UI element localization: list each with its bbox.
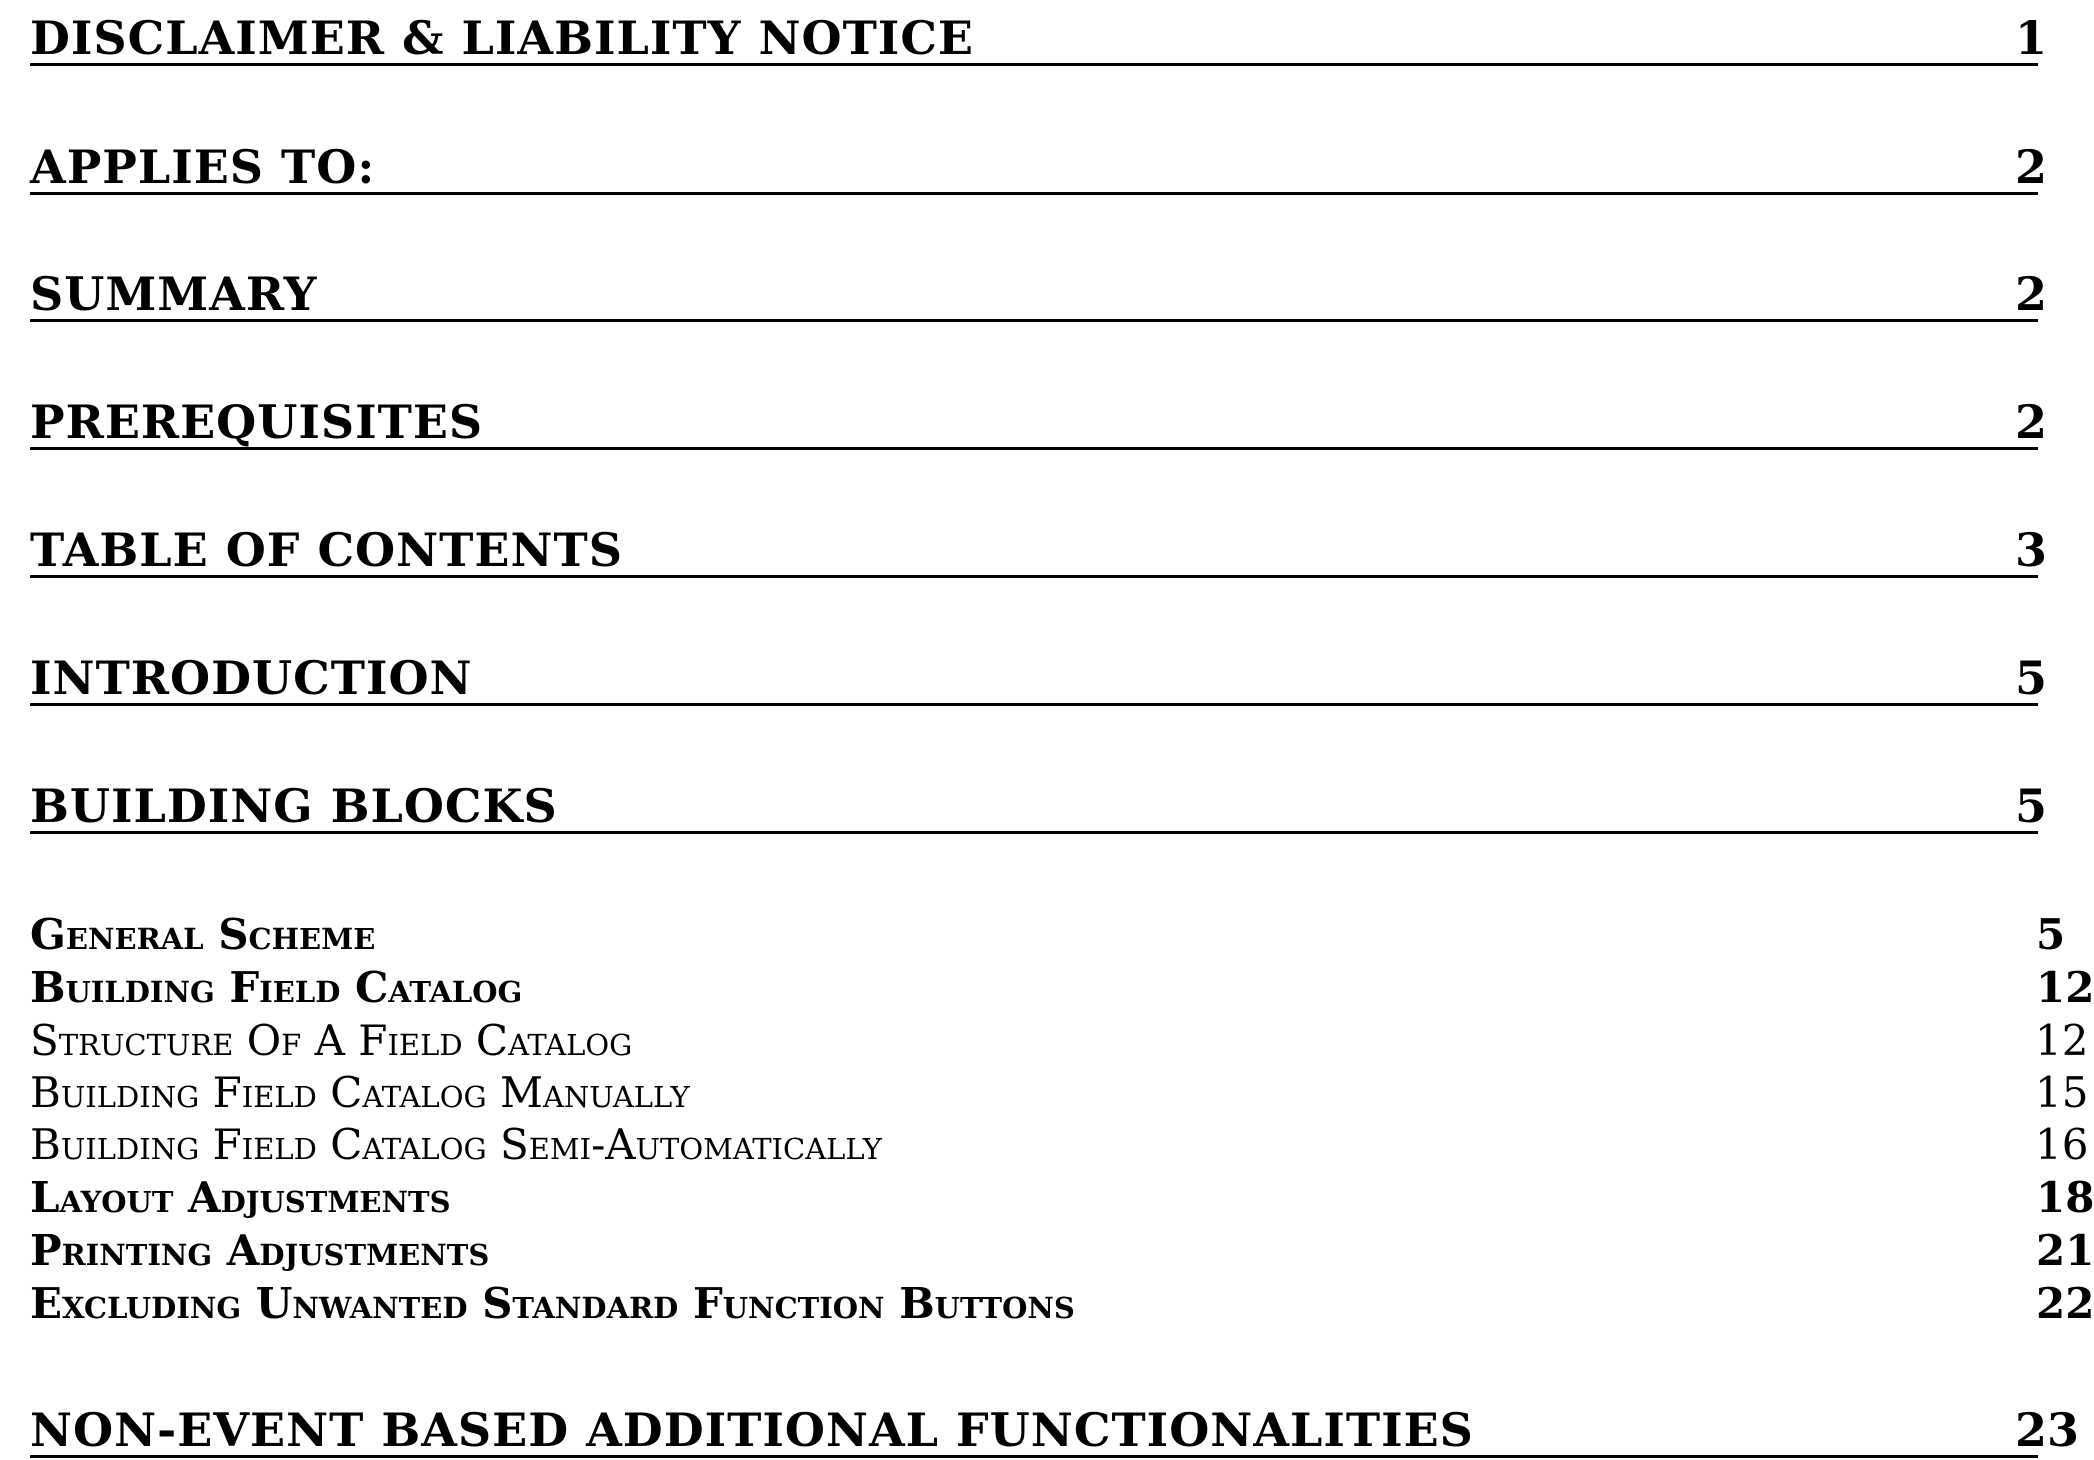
toc-entry-title: Building Field Catalog Manually bbox=[30, 1068, 690, 1117]
toc-entry-general-scheme[interactable] bbox=[30, 908, 2066, 960]
toc-entry-title: Building Field Catalog Semi-Automatically bbox=[30, 1120, 882, 1169]
toc-entry-title: NON-EVENT BASED ADDITIONAL FUNCTIONALITIES bbox=[30, 1403, 1474, 1457]
toc-entry-summary[interactable] bbox=[30, 256, 2048, 322]
toc-entry-disclaimer[interactable] bbox=[30, 0, 2048, 66]
toc-entry-title: Excluding Unwanted Standard Function Buttons bbox=[30, 1279, 1075, 1328]
table-of-contents bbox=[30, 0, 2094, 1460]
toc-entry-page: 16 bbox=[2035, 1120, 2089, 1169]
toc-entry-title: Layout Adjustments bbox=[30, 1173, 451, 1222]
toc-entry-page: 23 bbox=[2015, 1403, 2080, 1457]
toc-entry-layout-adjustments[interactable] bbox=[30, 1171, 2094, 1223]
toc-entry-page: 12 bbox=[2036, 963, 2094, 1012]
toc-entry-title: PREREQUISITES bbox=[30, 395, 484, 449]
toc-entry-page: 5 bbox=[2036, 910, 2066, 959]
toc-entry-applies-to[interactable] bbox=[30, 129, 2048, 195]
toc-entry-page: 15 bbox=[2035, 1068, 2089, 1117]
toc-entry-page: 2 bbox=[2015, 267, 2048, 321]
toc-entry-printing-adjustments[interactable] bbox=[30, 1224, 2094, 1276]
toc-entry-title: TABLE OF CONTENTS bbox=[30, 523, 623, 577]
toc-entry-page: 2 bbox=[2015, 140, 2048, 194]
toc-entry-building-field-catalog-semi-auto[interactable] bbox=[30, 1118, 2089, 1170]
toc-entry-table-of-contents[interactable] bbox=[30, 512, 2048, 578]
toc-entry-introduction[interactable] bbox=[30, 640, 2048, 706]
toc-entry-page: 5 bbox=[2015, 651, 2048, 705]
toc-entry-page: 21 bbox=[2036, 1226, 2094, 1275]
toc-entry-page: 18 bbox=[2036, 1173, 2094, 1222]
toc-entry-page: 3 bbox=[2015, 523, 2048, 577]
toc-entry-title: Printing Adjustments bbox=[30, 1226, 490, 1275]
toc-entry-excluding-function-buttons[interactable] bbox=[30, 1277, 2094, 1329]
toc-entry-non-event-functionalities[interactable] bbox=[30, 1392, 2080, 1458]
toc-entry-title: Structure Of A Field Catalog bbox=[30, 1016, 633, 1065]
toc-entry-page: 12 bbox=[2035, 1016, 2089, 1065]
toc-entry-page: 5 bbox=[2015, 779, 2048, 833]
toc-entry-page: 2 bbox=[2015, 395, 2048, 449]
toc-entry-title: General Scheme bbox=[30, 910, 376, 959]
toc-entry-title: BUILDING BLOCKS bbox=[30, 779, 558, 833]
toc-entry-page: 1 bbox=[2015, 11, 2048, 65]
toc-entry-title: INTRODUCTION bbox=[30, 651, 473, 705]
toc-entry-prerequisites[interactable] bbox=[30, 384, 2048, 450]
toc-entry-title: DISCLAIMER & LIABILITY NOTICE bbox=[30, 11, 974, 65]
toc-entry-building-field-catalog[interactable] bbox=[30, 961, 2094, 1013]
toc-entry-title: APPLIES TO: bbox=[30, 140, 376, 194]
toc-entry-title: Building Field Catalog bbox=[30, 963, 523, 1012]
toc-entry-building-blocks[interactable] bbox=[30, 768, 2048, 834]
toc-entry-page: 22 bbox=[2036, 1279, 2094, 1328]
toc-entry-building-field-catalog-manually[interactable] bbox=[30, 1066, 2089, 1118]
toc-entry-title: SUMMARY bbox=[30, 267, 318, 321]
toc-entry-structure-of-field-catalog[interactable] bbox=[30, 1014, 2089, 1066]
